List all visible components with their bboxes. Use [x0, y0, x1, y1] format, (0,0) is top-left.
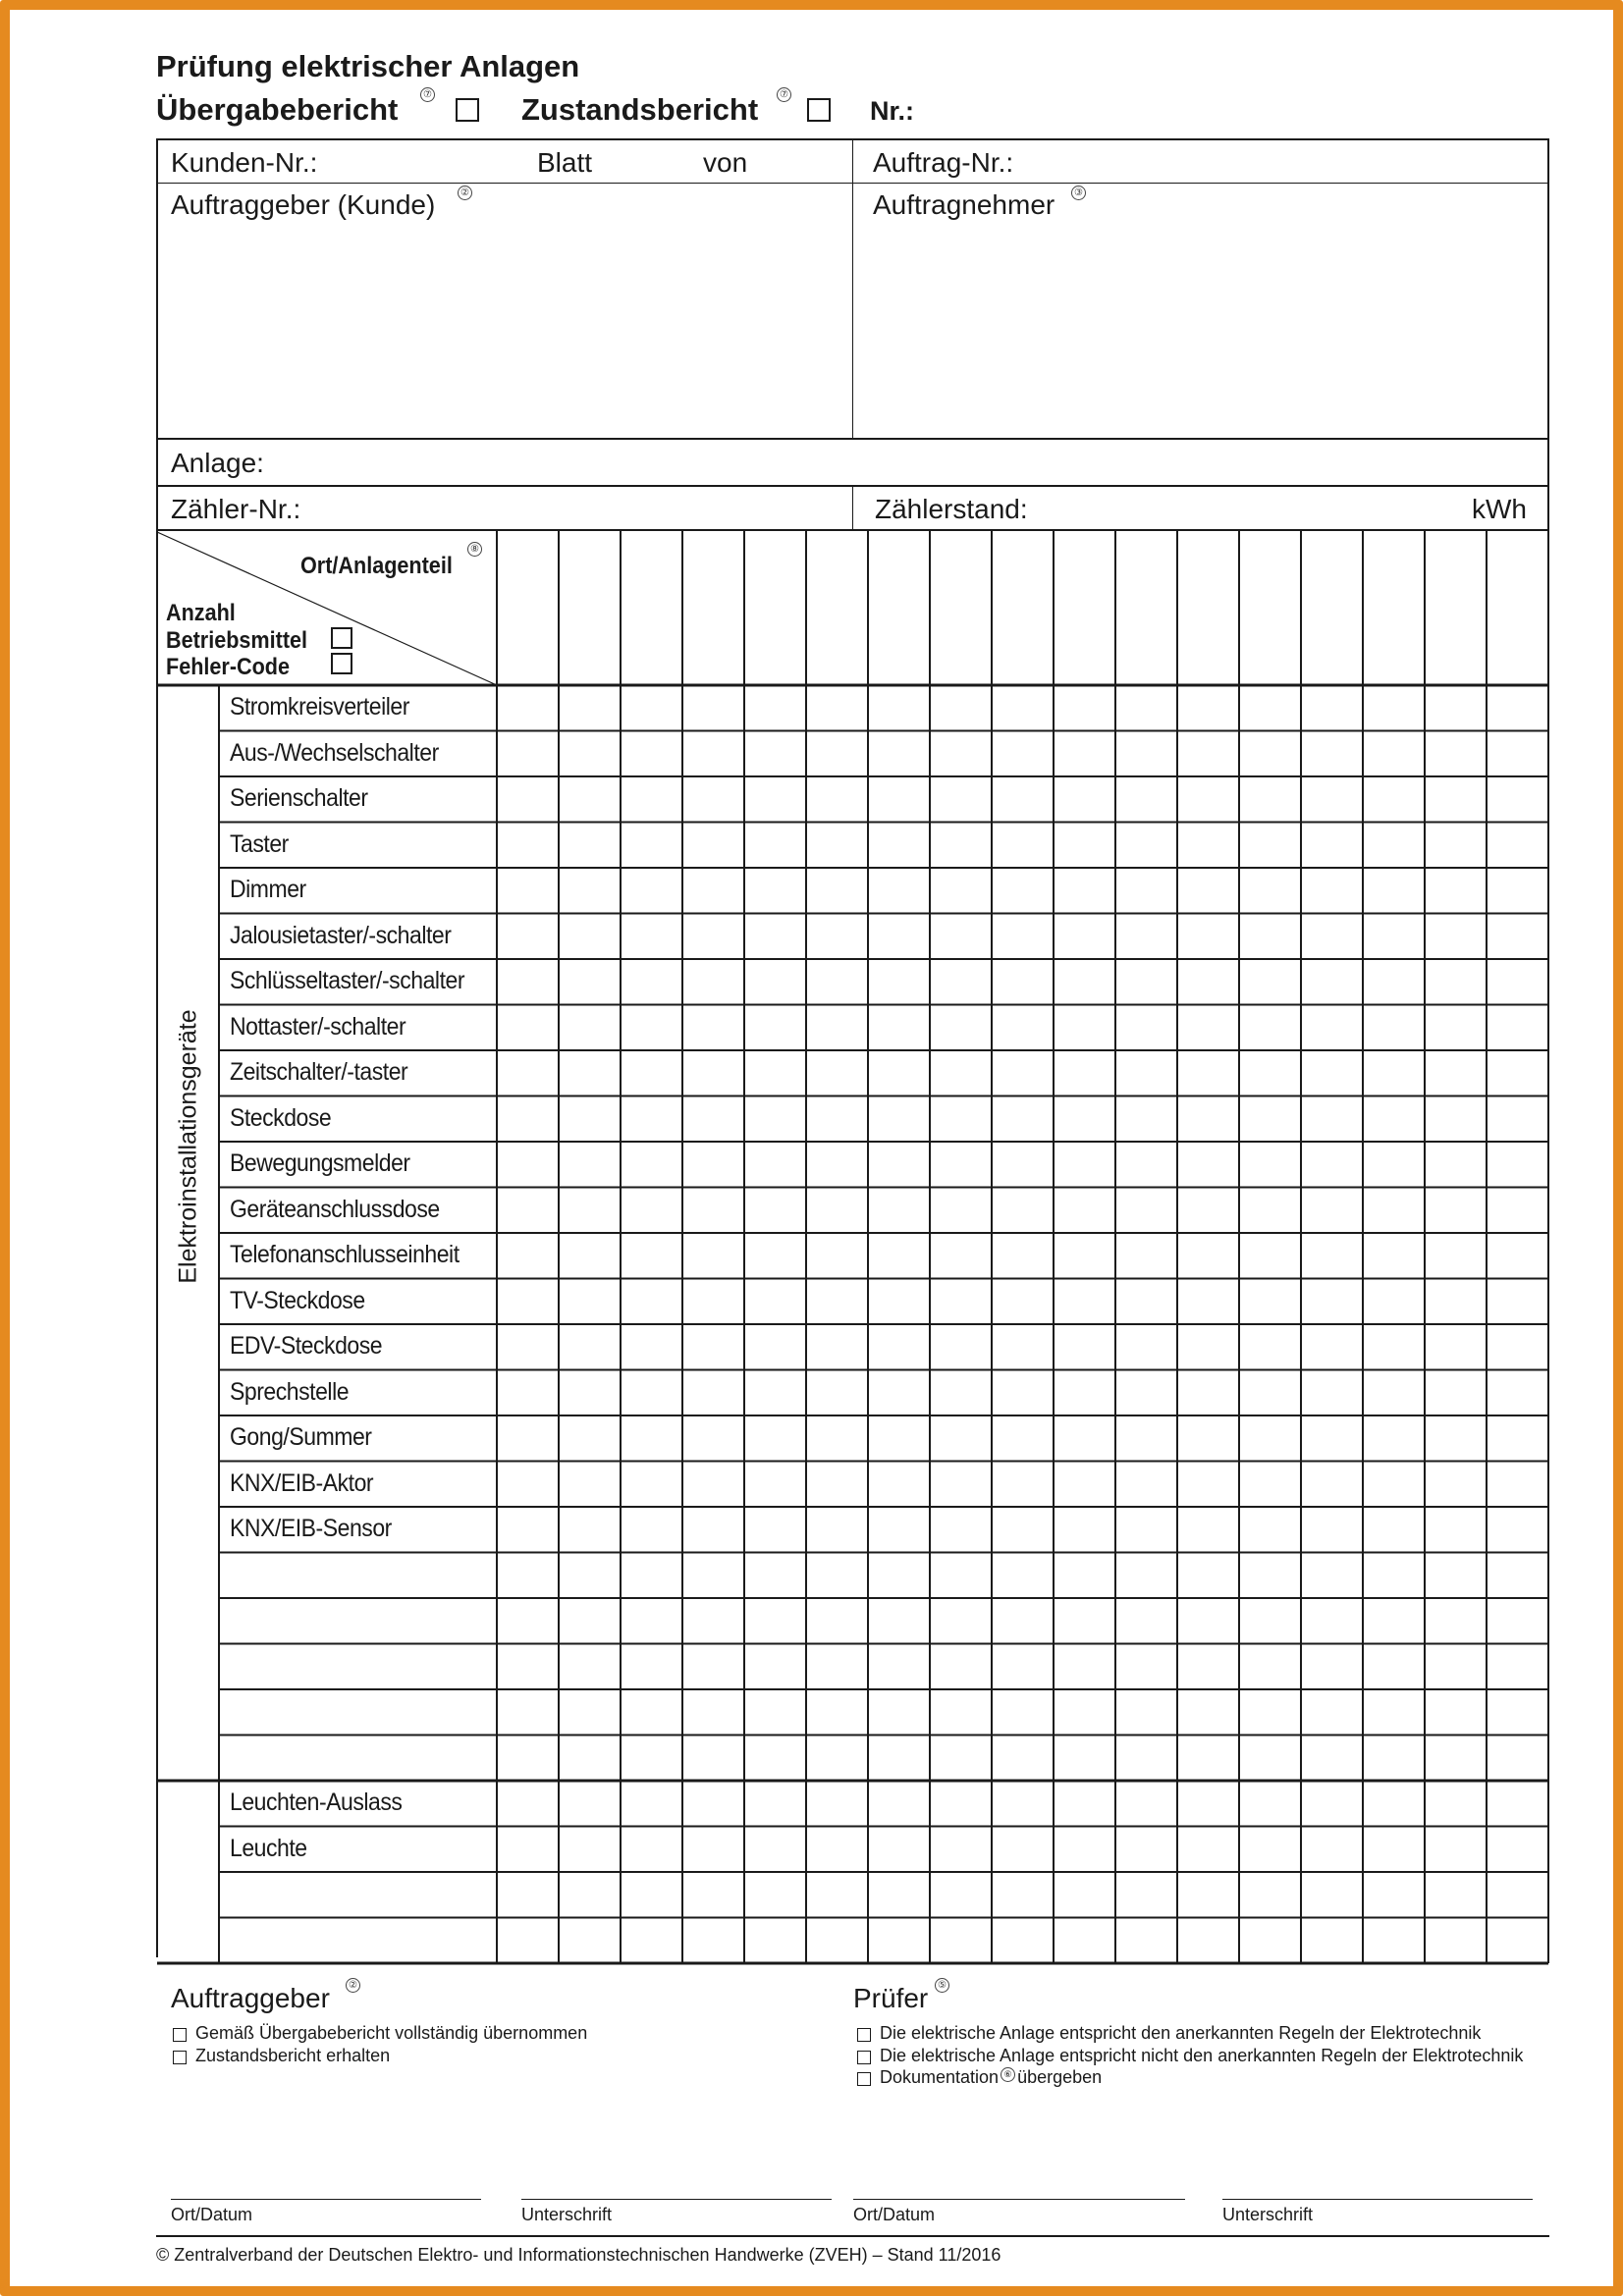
table-row-label: Leuchte [230, 1834, 307, 1862]
footnote-marker: ⑦ [777, 87, 791, 102]
uebergeben-text: übergeben [1017, 2067, 1103, 2087]
footnote-marker: ② [458, 186, 472, 200]
table-row-label: KNX/EIB-Aktor [230, 1468, 374, 1497]
betriebsmittel-checkbox[interactable] [331, 627, 352, 649]
table-row-label: Nottaster/-schalter [230, 1012, 406, 1041]
fehler-code-checkbox[interactable] [331, 653, 352, 674]
table-row-label: Geräteanschlussdose [230, 1195, 440, 1223]
fehler-code-label: Fehler-Code [166, 654, 291, 680]
zaehlerstand-label: Zählerstand: [875, 494, 1028, 524]
nr-label: Nr.: [870, 96, 915, 126]
section-label-elektroinstallationsgeraete: Elektroinstallationsgeräte [174, 1009, 202, 1284]
regeln-entsprochen-option: Die elektrische Anlage entspricht den anerkannten Regeln der Elektrotechnik [880, 2023, 1482, 2043]
table-row-label: Steckdose [230, 1103, 332, 1132]
table-row-label: Dimmer [230, 876, 306, 903]
blatt-label: Blatt [537, 147, 593, 178]
auftragnehmer-label: Auftragnehmer [873, 189, 1055, 220]
table-row-label: Aus-/Wechselschalter [230, 738, 439, 767]
table-row-label: Telefonanschlusseinheit [230, 1241, 460, 1268]
ort-datum-field-1[interactable]: Ort/Datum [171, 2205, 253, 2224]
table-row-label: Zeitschalter/-taster [230, 1058, 408, 1086]
auftrag-nr-label: Auftrag-Nr.: [873, 147, 1014, 178]
anzahl-label: Anzahl [166, 600, 236, 626]
ort-datum-field-2[interactable]: Ort/Datum [853, 2205, 936, 2224]
dokumentation-checkbox[interactable] [857, 2072, 871, 2086]
zustandsbericht-erhalten-option: Zustandsbericht erhalten [195, 2046, 391, 2065]
footnote-marker: ⑧ [467, 542, 482, 557]
uebernommen-checkbox[interactable] [173, 2028, 187, 2042]
table-row-label: Taster [230, 829, 289, 858]
table-row-label: Sprechstelle [230, 1377, 350, 1406]
copyright-footer: © Zentralverband der Deutschen Elektro- und Informationstechnischen Handwerke (ZVEH) – Stand 11/2016 [156, 2245, 1001, 2265]
kunden-nr-label: Kunden-Nr.: [171, 147, 318, 178]
footnote-marker: ② [346, 1978, 360, 1993]
table-row-label: Bewegungsmelder [230, 1149, 410, 1177]
zaehler-nr-label: Zähler-Nr.: [171, 494, 301, 524]
von-label: von [703, 147, 748, 178]
table-row-label: Stromkreisverteiler [230, 693, 409, 721]
footnote-marker: ⑦ [420, 87, 435, 102]
uebergabe-label: Übergabebericht [156, 92, 399, 127]
zustandsbericht-erhalten-checkbox[interactable] [173, 2051, 187, 2064]
zustand-label: Zustandsbericht [521, 92, 759, 127]
dokumentation-text: Dokumentation [880, 2067, 1000, 2087]
regeln-entsprochen-checkbox[interactable] [857, 2028, 871, 2042]
footnote-marker: ⑥ [1001, 2067, 1015, 2082]
dokumentation-option [880, 2067, 1102, 2088]
unterschrift-field-1[interactable]: Unterschrift [521, 2205, 613, 2224]
pruefer-label: Prüfer [853, 1983, 929, 2013]
table-row-label: Schlüsseltaster/-schalter [230, 967, 465, 994]
betriebsmittel-label: Betriebsmittel [166, 627, 308, 654]
auftraggeber-kunde-label: Auftraggeber (Kunde) [171, 189, 436, 220]
footnote-marker: ③ [1071, 186, 1086, 200]
unterschrift-field-2[interactable]: Unterschrift [1222, 2205, 1314, 2224]
kwh-unit: kWh [1472, 494, 1527, 524]
anlage-label: Anlage: [171, 448, 264, 478]
footnote-marker: ⑤ [935, 1978, 949, 1993]
table-row-label: KNX/EIB-Sensor [230, 1515, 392, 1542]
regeln-nicht-entsprochen-checkbox[interactable] [857, 2051, 871, 2064]
form-title: Prüfung elektrischer Anlagen [156, 49, 580, 83]
table-row-label: Leuchten-Auslass [230, 1789, 403, 1816]
regeln-nicht-entsprochen-option: Die elektrische Anlage entspricht nicht den anerkannten Regeln der Elektrotechnik [880, 2046, 1524, 2065]
table-row-label: Serienschalter [230, 784, 368, 812]
table-row-label: EDV-Steckdose [230, 1332, 383, 1360]
uebernommen-option: Gemäß Übergabebericht vollständig übernommen [195, 2023, 588, 2043]
ort-anlagenteil-label: Ort/Anlagenteil [300, 553, 453, 579]
auftraggeber-signoff-label: Auftraggeber [171, 1983, 330, 2013]
table-row-label: Gong/Summer [230, 1423, 372, 1451]
table-row-label: Jalousietaster/-schalter [230, 921, 452, 949]
table-row-label: TV-Steckdose [230, 1286, 365, 1314]
